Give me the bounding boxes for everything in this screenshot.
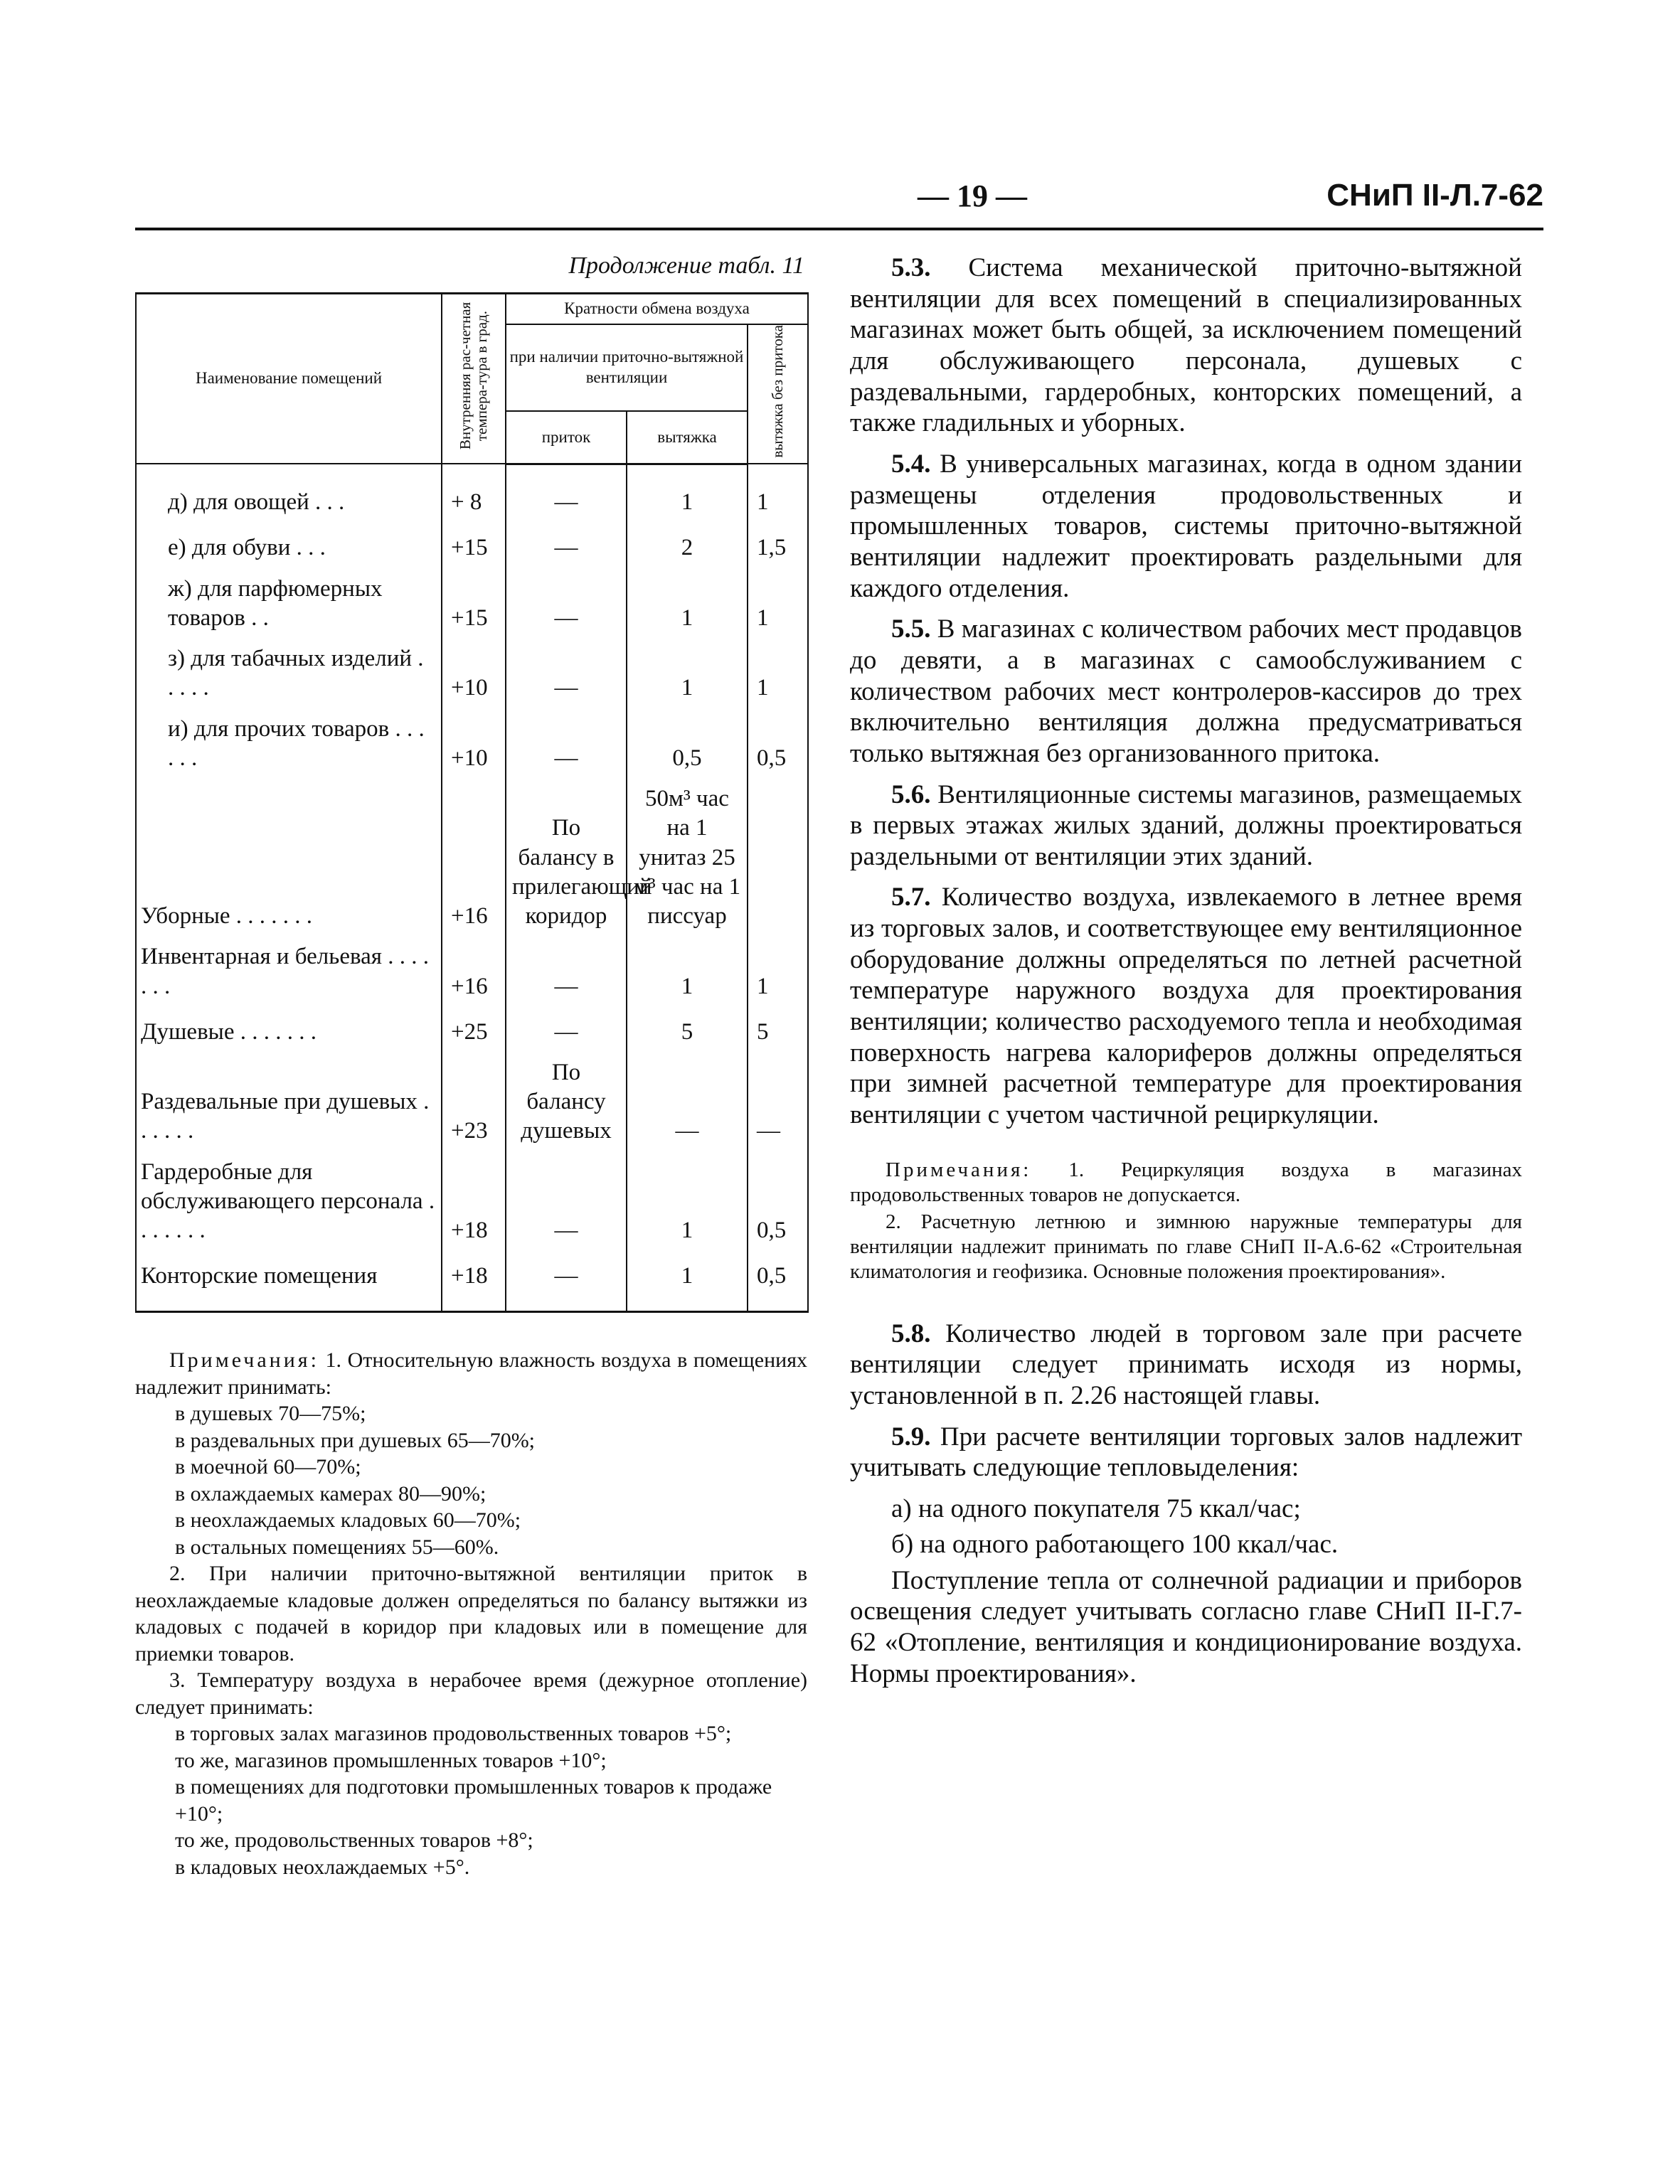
row-exhaust: 1 <box>627 639 748 709</box>
row-exhaust: 0,5 <box>627 709 748 779</box>
table-row <box>136 1251 808 1312</box>
right-note-1: 1. Рециркуляция воздуха в магазинах продовольственных товаров не допускается. <box>850 1158 1522 1206</box>
page-header <box>135 171 1543 230</box>
row-name: е) для обуви . . . <box>136 523 442 569</box>
row-temperature: +10 <box>442 709 506 779</box>
paragraph-5-3: 5.3. Система механической приточно-вытяжной вентиляции для всех помещений в специализированных магазинах может быть общей, за исключением помещений для обслуживающего персонала, душевых с раздевальными, гардеробных, конторских помещений, а также гладильных и уборных. <box>850 253 1522 438</box>
row-supply: — <box>506 937 627 1007</box>
note-list-item: в моечной 60—70%; <box>175 1455 361 1479</box>
row-exhaust-only: 0,5 <box>748 1251 808 1312</box>
table-row <box>136 937 808 1007</box>
paragraph-5-9-end: Поступление тепла от солнечной радиации и приборов освещения следует учитывать согласно главе СНиП II-Г.7-62 «Отопление, вентиляция и кондиционирование воздуха. Нормы проектирования». <box>850 1565 1522 1688</box>
table-row <box>136 639 808 709</box>
header-supply: приток <box>506 411 627 464</box>
row-name: и) для прочих товаров . . . . . . <box>136 709 442 779</box>
table-row <box>136 523 808 569</box>
row-exhaust: 1 <box>627 1152 748 1252</box>
document-code: СНиП II-Л.7-62 <box>1327 178 1543 213</box>
row-exhaust-only: 1 <box>748 937 808 1007</box>
row-temperature: +23 <box>442 1053 506 1152</box>
row-supply: — <box>506 709 627 779</box>
table-continuation: Продолжение табл. 11 <box>568 252 804 279</box>
table-row <box>136 1007 808 1053</box>
table-row <box>136 1053 808 1152</box>
row-supply: — <box>506 1152 627 1252</box>
row-name: Инвентарная и бельевая . . . . . . . <box>136 937 442 1007</box>
row-supply: — <box>506 523 627 569</box>
row-name: ж) для парфюмерных товаров . . <box>136 569 442 639</box>
header-with-supply: при наличии приточно-вытяжной вентиляции <box>506 324 748 411</box>
row-name: з) для табачных изделий . . . . . <box>136 639 442 709</box>
header-exhaust: вытяжка <box>627 411 748 464</box>
header-temperature: Внутренняя рас-четная темпера-тура в град. <box>442 294 506 464</box>
row-exhaust: 2 <box>627 523 748 569</box>
note-list-item: в охлаждаемых камерах 80—90%; <box>175 1481 487 1506</box>
row-temperature: +15 <box>442 569 506 639</box>
row-temperature: +10 <box>442 639 506 709</box>
row-temperature: +15 <box>442 523 506 569</box>
row-exhaust-only: 1,5 <box>748 523 808 569</box>
row-exhaust-only: 1 <box>748 569 808 639</box>
row-exhaust: 1 <box>627 1251 748 1312</box>
header-room-name: Наименование помещений <box>136 294 442 464</box>
note-1-intro: 1. Относительную влажность воздуха в помещениях надлежит принимать: <box>135 1348 807 1399</box>
paragraph-5-5: 5.5. В магазинах с количеством рабочих мест продавцов до девяти, а в магазинах с самообслуживанием с количеством рабочих мест контролеров-кассиров до трех включительно вентиляция должна предусматриваться только вытяжная без организованного притока. <box>850 614 1522 768</box>
notes-label: Примечания: <box>169 1348 319 1373</box>
row-name: Уборные . . . . . . . <box>136 779 442 937</box>
row-exhaust: 1 <box>627 464 748 523</box>
table-row <box>136 1152 808 1252</box>
row-supply: — <box>506 464 627 523</box>
row-supply: По балансу душевых <box>506 1053 627 1152</box>
row-temperature: +25 <box>442 1007 506 1053</box>
note-list-item: то же, продовольственных товаров +8°; <box>175 1828 533 1853</box>
row-supply: По балансу в прилегающий коридор <box>506 779 627 937</box>
paragraph-5-7: 5.7. Количество воздуха, извлекаемого в летнее время из торговых залов, и соответствующее ему вентиляционное оборудование должны определяться по летней расчетной температуре наружного воздуха для проектирования вентиляции; количество расходуемого тепла и необходимая поверхность нагрева калориферов должны определяться при зимней расчетной температуре для проектирования вентиляции с учетом частичной рециркуляции. <box>850 883 1522 1130</box>
row-supply: — <box>506 569 627 639</box>
note-list-item: в раздевальных при душевых 65—70%; <box>175 1428 536 1452</box>
row-temperature: +18 <box>442 1251 506 1312</box>
row-temperature: +16 <box>442 779 506 937</box>
page-number: — 19 — <box>918 179 1027 213</box>
row-supply: — <box>506 1251 627 1312</box>
row-name: Конторские помещения <box>136 1251 442 1312</box>
row-exhaust: 50м³ час на 1 унитаз 25 м³ час на 1 писсуар <box>627 779 748 937</box>
header-air-exchange: Кратности обмена воздуха <box>506 294 808 324</box>
right-notes-label: Примечания: <box>886 1158 1032 1181</box>
table-row <box>136 779 808 937</box>
note-list-item: в остальных помещениях 55—60%. <box>175 1535 499 1559</box>
table-notes <box>135 1347 807 1880</box>
row-exhaust-only: 5 <box>748 1007 808 1053</box>
note-list-item: в кладовых неохлаждаемых +5°. <box>175 1855 470 1879</box>
row-supply: — <box>506 639 627 709</box>
note-list-item: то же, магазинов промышленных товаров +10°; <box>175 1748 607 1772</box>
ventilation-table <box>135 292 809 1313</box>
row-name: д) для овощей . . . <box>136 464 442 523</box>
row-name: Гардеробные для обслуживающего персонала . . . . . . . <box>136 1152 442 1252</box>
row-temperature: + 8 <box>442 464 506 523</box>
note-2: 2. При наличии приточно-вытяжной вентиляции приток в неохлаждаемые кладовые должен определяться по балансу вытяжки из кладовых с подачей в коридор при кладовых или в помещение для приемки товаров. <box>135 1562 807 1666</box>
paragraph-5-8: 5.8. Количество людей в торговом зале при расчете вентиляции следует принимать исходя из нормы, установленной в п. 2.26 настоящей главы. <box>850 1319 1523 1411</box>
paragraph-5-6: 5.6. Вентиляционные системы магазинов, размещаемых в первых этажах жилых зданий, должны проектироваться раздельными от вентиляции этих зданий. <box>850 779 1522 871</box>
right-column <box>850 252 1522 1699</box>
row-exhaust-only: — <box>748 1053 808 1152</box>
note-list-item: в душевых 70—75%; <box>175 1402 366 1426</box>
header-exhaust-no-supply: вытяжка без притока <box>748 324 808 464</box>
item-5-9-a: а) на одного покупателя 75 ккал/час; <box>891 1493 1301 1523</box>
note-list-item: в помещениях для подготовки промышленных товаров к продаже +10°; <box>175 1775 772 1826</box>
row-name: Раздевальные при душевых . . . . . . <box>136 1053 442 1152</box>
row-exhaust-only: 1 <box>748 639 808 709</box>
row-exhaust: 1 <box>627 937 748 1007</box>
note-3-intro: 3. Температуру воздуха в нерабочее время (дежурное отопление) следует принимать: <box>135 1668 807 1719</box>
row-temperature: +18 <box>442 1152 506 1252</box>
paragraph-5-4: 5.4. В универсальных магазинах, когда в одном здании размещены отделения продовольственных и промышленных товаров, системы приточно-вытяжной вентиляции надлежит проектировать раздельными для каждого отделения. <box>850 449 1522 603</box>
right-note-2: 2. Расчетную летнюю и зимнюю наружные температуры для вентиляции надлежит принимать по главе СНиП II-А.6-62 «Строительная климатология и геофизика. Основные положения проектирования». <box>850 1210 1522 1283</box>
right-notes <box>850 1158 1522 1284</box>
note-1-list <box>135 1400 807 1560</box>
left-column <box>135 252 807 1880</box>
note-list-item: в торговых залах магазинов продовольственных товаров +5°; <box>175 1722 732 1746</box>
row-exhaust-only: 0,5 <box>748 709 808 779</box>
row-exhaust: — <box>627 1053 748 1152</box>
table-body <box>136 464 808 1312</box>
row-exhaust-only: 1 <box>748 464 808 523</box>
note-3-list <box>135 1720 807 1880</box>
table-row <box>136 569 808 639</box>
row-exhaust-only: 0,5 <box>748 1152 808 1252</box>
row-exhaust: 5 <box>627 1007 748 1053</box>
item-5-9-b: б) на одного работающего 100 ккал/час. <box>891 1530 1339 1560</box>
row-supply: — <box>506 1007 627 1053</box>
paragraph-5-9: 5.9. При расчете вентиляции торговых залов надлежит учитывать следующие тепловыделения: <box>850 1422 1522 1483</box>
table-row <box>136 464 808 523</box>
row-exhaust-only <box>748 779 808 937</box>
table-row <box>136 709 808 779</box>
row-temperature: +16 <box>442 937 506 1007</box>
note-list-item: в неохлаждаемых кладовых 60—70%; <box>175 1508 521 1533</box>
row-exhaust: 1 <box>627 569 748 639</box>
row-name: Душевые . . . . . . . <box>136 1007 442 1053</box>
